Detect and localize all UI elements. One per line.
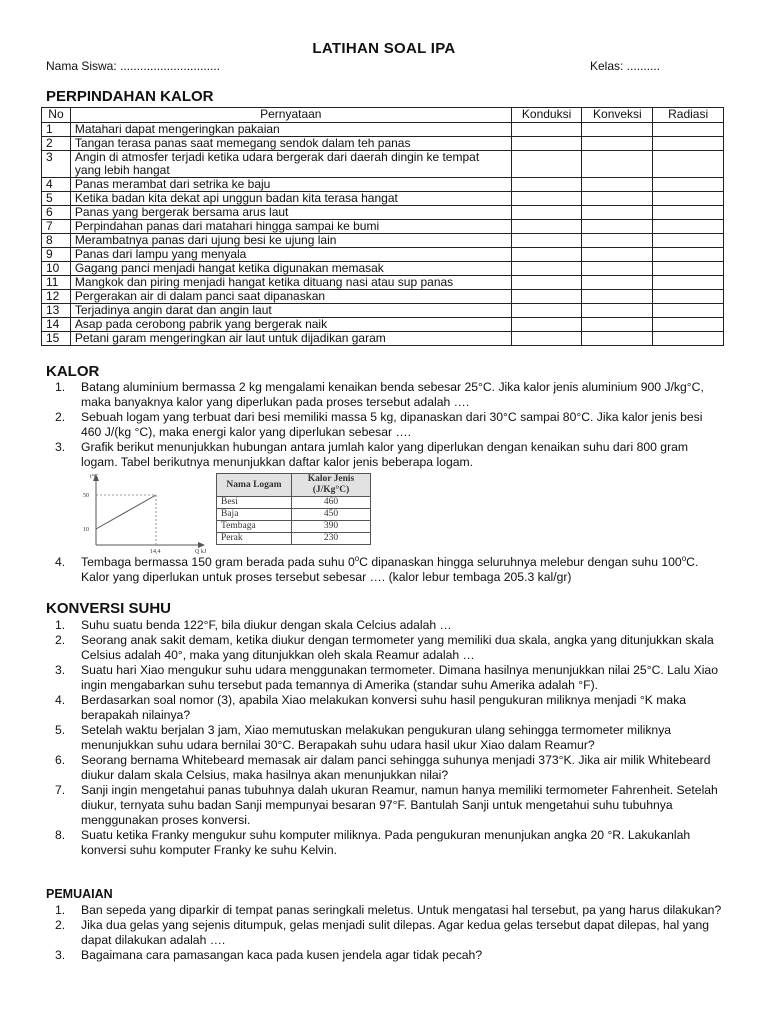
konduksi-cell[interactable] (511, 192, 582, 206)
specific-heat-table (216, 473, 371, 545)
list-item: 1. Batang aluminium bermassa 2 kg mengalami kenaikan benda sebesar 25°C. Jika kalor jenis aluminium 900 J/kg°C, maka banyaknya kalor yang diperlukan pada proses tersebut adalah …. (55, 380, 704, 409)
header-unit: (J/Kg°C) (312, 485, 350, 495)
table-row (42, 220, 724, 234)
konveksi-cell[interactable] (582, 206, 653, 220)
konveksi-cell[interactable] (582, 304, 653, 318)
konveksi-cell[interactable] (582, 332, 653, 346)
column-header: Konveksi (582, 108, 653, 123)
column-header: Pernyataan (70, 108, 511, 123)
konduksi-cell[interactable] (511, 234, 582, 248)
radiasi-cell[interactable] (653, 137, 724, 151)
radiasi-cell[interactable] (653, 290, 724, 304)
table-row (42, 123, 724, 137)
list-item: 7. Sanji ingin mengetahui panas tubuhnya dalah ukuran Reamur, namun hanya memiliki termometer Fahrenheit. Setelah diukur, ternyata suhu badan Sanji mempunyai besaran 97°F. Bantulah Sanji untuk mengetahui suhu tubuhnya menggunakan proses konversi. (55, 783, 718, 827)
konduksi-cell[interactable] (511, 123, 582, 137)
list-item: 3. Bagaimana cara pamasangan kaca pada kusen jendela agar tidak pecah? (55, 948, 483, 962)
list-item: 2. Seorang anak sakit demam, ketika diukur dengan termometer yang memiliki dua skala, angka yang ditunjukkan skala Celsius adalah 40°, maka yang ditunjukkan oleh skala Reamur adalah … (55, 633, 714, 662)
radiasi-cell[interactable] (653, 206, 724, 220)
radiasi-cell[interactable] (653, 332, 724, 346)
statement-cell: Tangan terasa panas saat memegang sendok dalam teh panas (70, 137, 511, 151)
konduksi-cell[interactable] (511, 276, 582, 290)
table-row (217, 497, 371, 509)
statement-cell: Petani garam mengeringkan air laut untuk dijadikan garam (70, 332, 511, 346)
question-text: Bagaimana cara pamasangan kaca pada kusen jendela agar tidak pecah? (81, 948, 483, 962)
radiasi-cell[interactable] (653, 248, 724, 262)
section-heading-perpindahan: PERPINDAHAN KALOR (46, 88, 214, 105)
list-item: 8. Suatu ketika Franky mengukur suhu komputer miliknya. Pada pengukuran menunjukan angka 20 °R. Lakukanlah konversi suhu komputer Franky ke suhu Kelvin. (55, 828, 691, 857)
list-item: 4. Tembaga bermassa 150 gram berada pada suhu 0$^o$C dipanaskan hingga seluruhnya melebur dengan suhu 100$^o$C. Kalor yang diperlukan untuk proses tersebut sebesar …. (kalor lebur tembaga 205.3 kal/gr) (55, 553, 699, 584)
konveksi-cell[interactable] (582, 290, 653, 304)
question-text: Batang aluminium bermassa 2 kg mengalami kenaikan benda sebesar 25°C. Jika kalor jenis aluminium 900 J/kg°C, maka banyaknya kalor yang diperlukan pada proses tersebut adalah …. (81, 380, 704, 409)
radiasi-cell[interactable] (653, 234, 724, 248)
metal-name: Perak (217, 533, 292, 545)
row-number: 4 (42, 178, 71, 192)
table-row (42, 192, 724, 206)
radiasi-cell[interactable] (653, 262, 724, 276)
question-text: Sanji ingin mengetahui panas tubuhnya dalah ukuran Reamur, namun hanya memiliki termometer Fahrenheit. Setelah diukur, ternyata suhu badan Sanji mempunyai besaran 97°F. Bantulah Sanji untuk mengetahui suhu tubuhnya menggunakan proses konversi. (81, 783, 718, 827)
list-item: 5. Setelah waktu berjalan 3 jam, Xiao memutuskan melakukan pengukuran ulang sehingga termometer miliknya menunjukkan suhu udara bernilai 30°C. Berapakah suhu udara hasil ukur Xiao dalam Reamur? (55, 723, 672, 752)
list-item: 2. Sebuah logam yang terbuat dari besi memiliki massa 5 kg, dipanaskan dari 30°C sampai 80°C. Jika kalor jenis besi 460 J/(kg °C), maka energi kalor yang diperlukan sebesar …. (55, 410, 703, 439)
konveksi-cell[interactable] (582, 234, 653, 248)
table-row (42, 151, 724, 178)
konveksi-cell[interactable] (582, 151, 653, 178)
question-text: Seorang anak sakit demam, ketika diukur dengan termometer yang memiliki dua skala, angka yang ditunjukkan skala Celsius adalah 40°, maka yang ditunjukkan oleh skala Reamur adalah … (81, 633, 714, 662)
konduksi-cell[interactable] (511, 332, 582, 346)
question-text: Suatu hari Xiao mengukur suhu udara menggunakan termometer. Dimana hasilnya menunjukkan nilai 25°C. Lalu Xiao ingin mengabarkan suhu tersebut pada temannya di Amerika (standar suhu Amerika adalah °F). (81, 663, 718, 692)
konduksi-cell[interactable] (511, 137, 582, 151)
question-text: Tembaga bermassa 150 gram berada pada suhu 0$^o$C dipanaskan hingga seluruhnya melebur dengan suhu 100$^o$C. Kalor yang diperlukan untuk proses tersebut sebesar …. (kalor lebur tembaga 205.3 kal/gr) (81, 553, 699, 584)
list-item: 4. Berdasarkan soal nomor (3), apabila Xiao melakukan konversi suhu hasil pengukuran miliknya menjadi °K maka berapakah nilainya? (55, 693, 687, 722)
table-row (42, 137, 724, 151)
table-row (42, 248, 724, 262)
kalor-question-list-2 (46, 555, 726, 585)
x-axis-label: Q kJ (195, 549, 207, 555)
temperature-heat-graph (80, 471, 212, 555)
radiasi-cell[interactable] (653, 151, 724, 178)
column-header: Konduksi (511, 108, 582, 123)
konduksi-cell[interactable] (511, 151, 582, 178)
konveksi-cell[interactable] (582, 318, 653, 332)
konduksi-cell[interactable] (511, 178, 582, 192)
specific-heat-value: 390 (292, 521, 371, 533)
heat-transfer-table (41, 107, 724, 346)
column-header: Nama Logam (217, 474, 292, 497)
statement-cell: Mangkok dan piring menjadi hangat ketika dituang nasi atau sup panas (70, 276, 511, 290)
statement-cell: Pergerakan air di dalam panci saat dipanaskan (70, 290, 511, 304)
row-number: 3 (42, 151, 71, 178)
section-heading-pemuaian: PEMUAIAN (46, 887, 113, 901)
kalor-question-list (46, 380, 726, 470)
table-row (217, 509, 371, 521)
statement-cell: Merambatnya panas dari ujung besi ke ujung lain (70, 234, 511, 248)
konveksi-cell[interactable] (582, 220, 653, 234)
konveksi-cell[interactable] (582, 137, 653, 151)
statement-cell: Panas merambat dari setrika ke baju (70, 178, 511, 192)
question-text: Suatu ketika Franky mengukur suhu komputer miliknya. Pada pengukuran menunjukan angka 20 °R. Lakukanlah konversi suhu komputer Franky ke suhu Kelvin. (81, 828, 691, 857)
column-header (292, 474, 371, 497)
pemuaian-question-list (46, 903, 726, 963)
metal-name: Besi (217, 497, 292, 509)
table-row (217, 521, 371, 533)
statement-cell: Ketika badan kita dekat api unggun badan kita terasa hangat (70, 192, 511, 206)
row-number: 11 (42, 276, 71, 290)
statement-cell: Gagang panci menjadi hangat ketika digunakan memasak (70, 262, 511, 276)
row-number: 14 (42, 318, 71, 332)
question-text: Grafik berikut menunjukkan hubungan antara jumlah kalor yang diperlukan dengan kenaikan suhu dari 800 gram logam. Tabel berikutnya menunjukkan daftar kalor jenis beberapa logam. (81, 440, 689, 469)
konveksi-cell[interactable] (582, 248, 653, 262)
table-row (42, 318, 724, 332)
question-text: Suhu suatu benda 122°F, bila diukur dengan skala Celcius adalah … (81, 618, 452, 632)
metal-name: Baja (217, 509, 292, 521)
konduksi-cell[interactable] (511, 248, 582, 262)
row-number: 8 (42, 234, 71, 248)
question-text: Setelah waktu berjalan 3 jam, Xiao memutuskan melakukan pengukuran ulang sehingga termometer miliknya menunjukkan suhu udara bernilai 30°C. Berapakah suhu udara hasil ukur Xiao dalam Reamur? (81, 723, 672, 752)
list-item: 1. Suhu suatu benda 122°F, bila diukur dengan skala Celcius adalah … (55, 618, 452, 632)
table-row (217, 533, 371, 545)
konduksi-cell[interactable] (511, 220, 582, 234)
question-text: Seorang bernama Whitebeard memasak air dalam panci sehingga suhunya menjadi 373°K. Jika air milik Whitebeard diukur dalam skala Celsius, maka hasilnya akan menunjukkan nilai? (81, 753, 711, 782)
question-text: Sebuah logam yang terbuat dari besi memiliki massa 5 kg, dipanaskan dari 30°C sampai 80°C. Jika kalor jenis besi 460 J/(kg °C), maka energi kalor yang diperlukan sebesar …. (81, 410, 703, 439)
statement-cell: Panas dari lampu yang menyala (70, 248, 511, 262)
header-kalor-jenis: Kalor Jenis (307, 474, 355, 484)
question-text: Berdasarkan soal nomor (3), apabila Xiao melakukan konversi suhu hasil pengukuran miliknya menjadi °K maka berapakah nilainya? (81, 693, 687, 722)
statement-cell: Terjadinya angin darat dan angin laut (70, 304, 511, 318)
table-row (42, 178, 724, 192)
row-number: 1 (42, 123, 71, 137)
list-item: 1. Ban sepeda yang diparkir di tempat panas seringkali meletus. Untuk mengatasi hal tersebut, pa yang harus dilakukan? (55, 903, 722, 917)
konduksi-cell[interactable] (511, 318, 582, 332)
konduksi-cell[interactable] (511, 262, 582, 276)
statement-cell: Perpindahan panas dari matahari hingga sampai ke bumi (70, 220, 511, 234)
statement-cell: Asap pada cerobong pabrik yang bergerak naik (70, 318, 511, 332)
table-row (42, 290, 724, 304)
metal-name: Tembaga (217, 521, 292, 533)
list-item: 6. Seorang bernama Whitebeard memasak air dalam panci sehingga suhunya menjadi 373°K. Jika air milik Whitebeard diukur dalam skala Celsius, maka hasilnya akan menunjukkan nilai? (55, 753, 711, 782)
konveksi-cell[interactable] (582, 192, 653, 206)
row-number: 5 (42, 192, 71, 206)
table-row (42, 276, 724, 290)
y-tick-label: 50 (83, 493, 89, 499)
row-number: 9 (42, 248, 71, 262)
table-row (42, 304, 724, 318)
y-tick-label: 10 (83, 527, 89, 533)
x-axis-arrow (198, 542, 205, 548)
konduksi-cell[interactable] (511, 206, 582, 220)
table-row (42, 206, 724, 220)
konveksi-cell[interactable] (582, 123, 653, 137)
konduksi-cell[interactable] (511, 290, 582, 304)
konveksi-cell[interactable] (582, 276, 653, 290)
row-number: 12 (42, 290, 71, 304)
list-item: 3. Suatu hari Xiao mengukur suhu udara menggunakan termometer. Dimana hasilnya menunjukkan nilai 25°C. Lalu Xiao ingin mengabarkan suhu tersebut pada temannya di Amerika (standar suhu Amerika adalah °F). (55, 663, 718, 692)
row-number: 7 (42, 220, 71, 234)
row-number: 2 (42, 137, 71, 151)
konveksi-cell[interactable] (582, 178, 653, 192)
class-field: Kelas: .......... (590, 59, 661, 73)
table-row (42, 332, 724, 346)
section-heading-kalor: KALOR (46, 363, 100, 380)
statement-cell: Angin di atmosfer terjadi ketika udara bergerak dari daerah dingin ke tempat yang lebih hangat (70, 151, 511, 178)
column-header: No (42, 108, 71, 123)
graph-line (96, 495, 156, 529)
question-text: Ban sepeda yang diparkir di tempat panas seringkali meletus. Untuk mengatasi hal tersebut, pa yang harus dilakukan? (81, 903, 722, 917)
table-header-row (42, 108, 724, 123)
list-item: 3. Grafik berikut menunjukkan hubungan antara jumlah kalor yang diperlukan dengan kenaikan suhu dari 800 gram logam. Tabel berikutnya menunjukkan daftar kalor jenis beberapa logam. (55, 440, 689, 469)
radiasi-cell[interactable] (653, 178, 724, 192)
konveksi-cell[interactable] (582, 262, 653, 276)
table-row (42, 234, 724, 248)
specific-heat-value: 450 (292, 509, 371, 521)
x-tick-label: 14,4 (150, 549, 161, 555)
radiasi-cell[interactable] (653, 304, 724, 318)
section-heading-konversi: KONVERSI SUHU (46, 600, 172, 617)
table-row (42, 262, 724, 276)
student-name-field: Nama Siswa: .............................. (46, 59, 221, 73)
radiasi-cell[interactable] (653, 318, 724, 332)
row-number: 10 (42, 262, 71, 276)
radiasi-cell[interactable] (653, 276, 724, 290)
row-number: 15 (42, 332, 71, 346)
column-header: Radiasi (653, 108, 724, 123)
y-axis-label: t°C (90, 474, 99, 480)
statement-cell: Matahari dapat mengeringkan pakaian (70, 123, 511, 137)
specific-heat-value: 460 (292, 497, 371, 509)
list-item: 2. Jika dua gelas yang sejenis ditumpuk, gelas menjadi sulit dilepas. Agar kedua gelas tersebut dapat dilepas, hal yang dapat dilakukan adalah …. (55, 918, 710, 947)
row-number: 6 (42, 206, 71, 220)
radiasi-cell[interactable] (653, 220, 724, 234)
page-title: LATIHAN SOAL IPA (312, 40, 456, 57)
question-text: Jika dua gelas yang sejenis ditumpuk, gelas menjadi sulit dilepas. Agar kedua gelas tersebut dapat dilepas, hal yang dapat dilakukan adalah …. (81, 918, 710, 947)
radiasi-cell[interactable] (653, 192, 724, 206)
row-number: 13 (42, 304, 71, 318)
statement-cell: Panas yang bergerak bersama arus laut (70, 206, 511, 220)
radiasi-cell[interactable] (653, 123, 724, 137)
specific-heat-value: 230 (292, 533, 371, 545)
konversi-question-list (46, 618, 726, 858)
konduksi-cell[interactable] (511, 304, 582, 318)
